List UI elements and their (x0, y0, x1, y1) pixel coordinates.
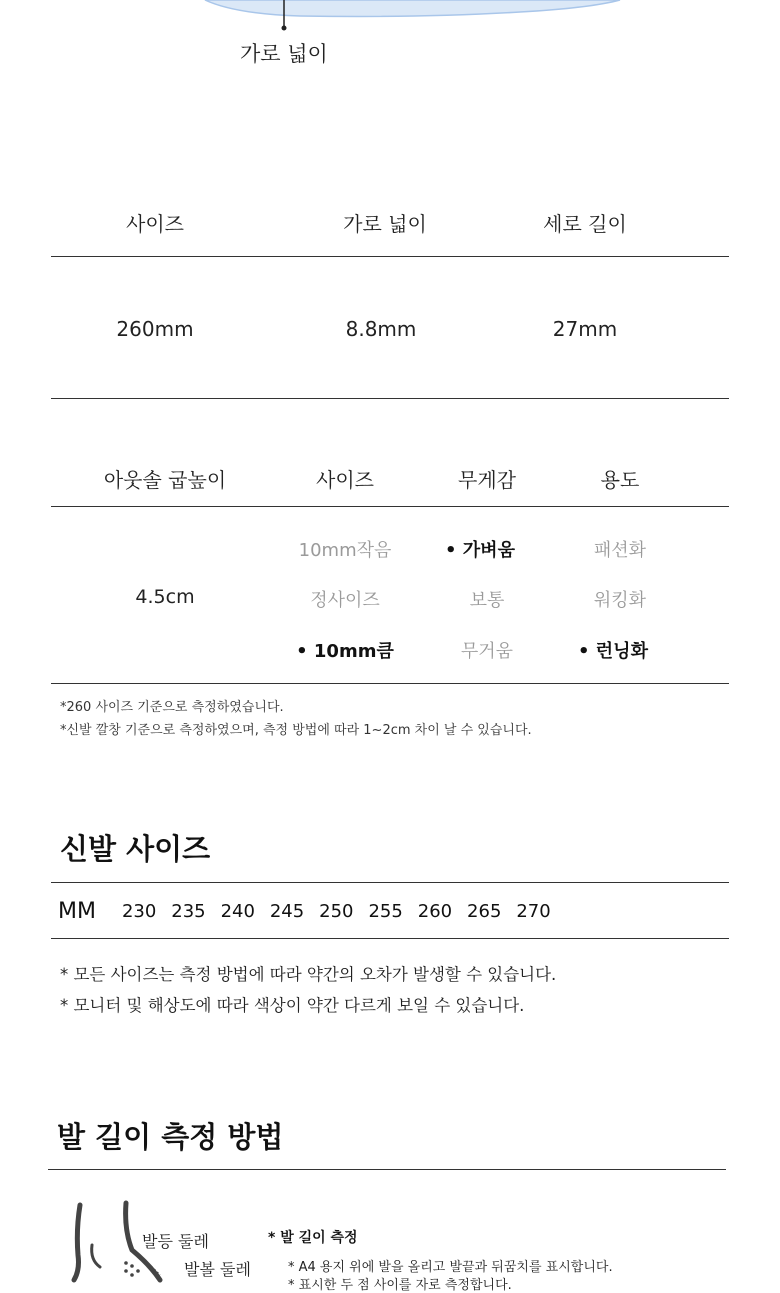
shoe-size-row (58, 896, 566, 926)
foot-length-step: * 표시한 두 점 사이를 자로 측정합니다. (288, 1278, 512, 1293)
note-measured-size: *260 사이즈 기준으로 측정하였습니다. (60, 700, 284, 715)
weight-option-heavy: 무거움 (460, 641, 514, 662)
size-option-regular: 정사이즈 (310, 590, 380, 611)
usage-option-running: • 런닝화 (538, 637, 688, 663)
heel-height-value: 4.5cm (135, 586, 195, 608)
spec-header-width: 가로 넓이 (343, 212, 427, 236)
spec-table-bottom-rule (51, 398, 729, 399)
spec-table-divider (51, 256, 729, 257)
size-value: 230 (121, 900, 157, 922)
spec-header-size: 사이즈 (126, 212, 184, 236)
size-value: 260 (417, 900, 453, 922)
size-value: 265 (467, 900, 502, 922)
size-value: 250 (319, 900, 354, 922)
measure-rule (48, 1169, 726, 1170)
size-value: 235 (171, 900, 206, 922)
weight-option-normal: 보통 (469, 590, 505, 611)
label-instep: 발등 둘레 (142, 1232, 209, 1251)
disclaimer-color: * 모니터 및 해상도에 따라 색상이 약간 다르게 보일 수 있습니다. (60, 996, 525, 1015)
spec-value-size: 260mm (116, 317, 194, 341)
foot-length-step: * A4 용지 위에 발을 올리고 발끝과 뒤꿈치를 표시합니다. (288, 1260, 613, 1275)
note-insole-basis: *신발 깔창 기준으로 측정하였으며, 측정 방법에 따라 1~2cm 차이 날 수 있습니다. (60, 723, 532, 738)
spec-value-width: 8.8mm (345, 317, 417, 341)
feature-header-heel: 아웃솔 굽높이 (103, 468, 227, 492)
feature-header-size: 사이즈 (316, 468, 374, 492)
size-value: 270 (516, 900, 551, 922)
usage-option-fashion: 패션화 (593, 540, 647, 561)
foot-length-step-title: * 발 길이 측정 (268, 1230, 358, 1246)
size-value: 255 (368, 900, 403, 922)
disclaimer-size-error: * 모든 사이즈는 측정 방법에 따라 약간의 오차가 발생할 수 있습니다. (60, 965, 557, 984)
size-value: 245 (269, 900, 305, 922)
size-option-large: • 10mm큼 (270, 637, 420, 663)
feature-table-divider (51, 506, 729, 507)
insole-illustration (0, 0, 780, 80)
usage-option-walking: 워킹화 (593, 590, 647, 611)
feature-table-bottom-rule (51, 683, 729, 684)
label-ball: 발볼 둘레 (184, 1260, 251, 1279)
feature-header-weight: 무게감 (458, 468, 516, 492)
shoe-size-title: 신발 사이즈 (60, 832, 211, 866)
spec-value-length: 27mm (552, 317, 618, 341)
width-callout-label: 가로 넓이 (240, 42, 328, 66)
weight-option-light: • 가벼움 (405, 536, 555, 562)
measure-title: 발 길이 측정 방법 (57, 1120, 284, 1154)
size-value: 240 (220, 900, 255, 922)
size-unit-label: MM (58, 898, 96, 924)
size-option-small: 10mm작음 (298, 540, 392, 561)
spec-header-length: 세로 길이 (543, 212, 627, 236)
shoe-size-bottom-rule (51, 938, 729, 939)
feature-header-usage: 용도 (600, 468, 640, 492)
shoe-size-top-rule (51, 882, 729, 883)
